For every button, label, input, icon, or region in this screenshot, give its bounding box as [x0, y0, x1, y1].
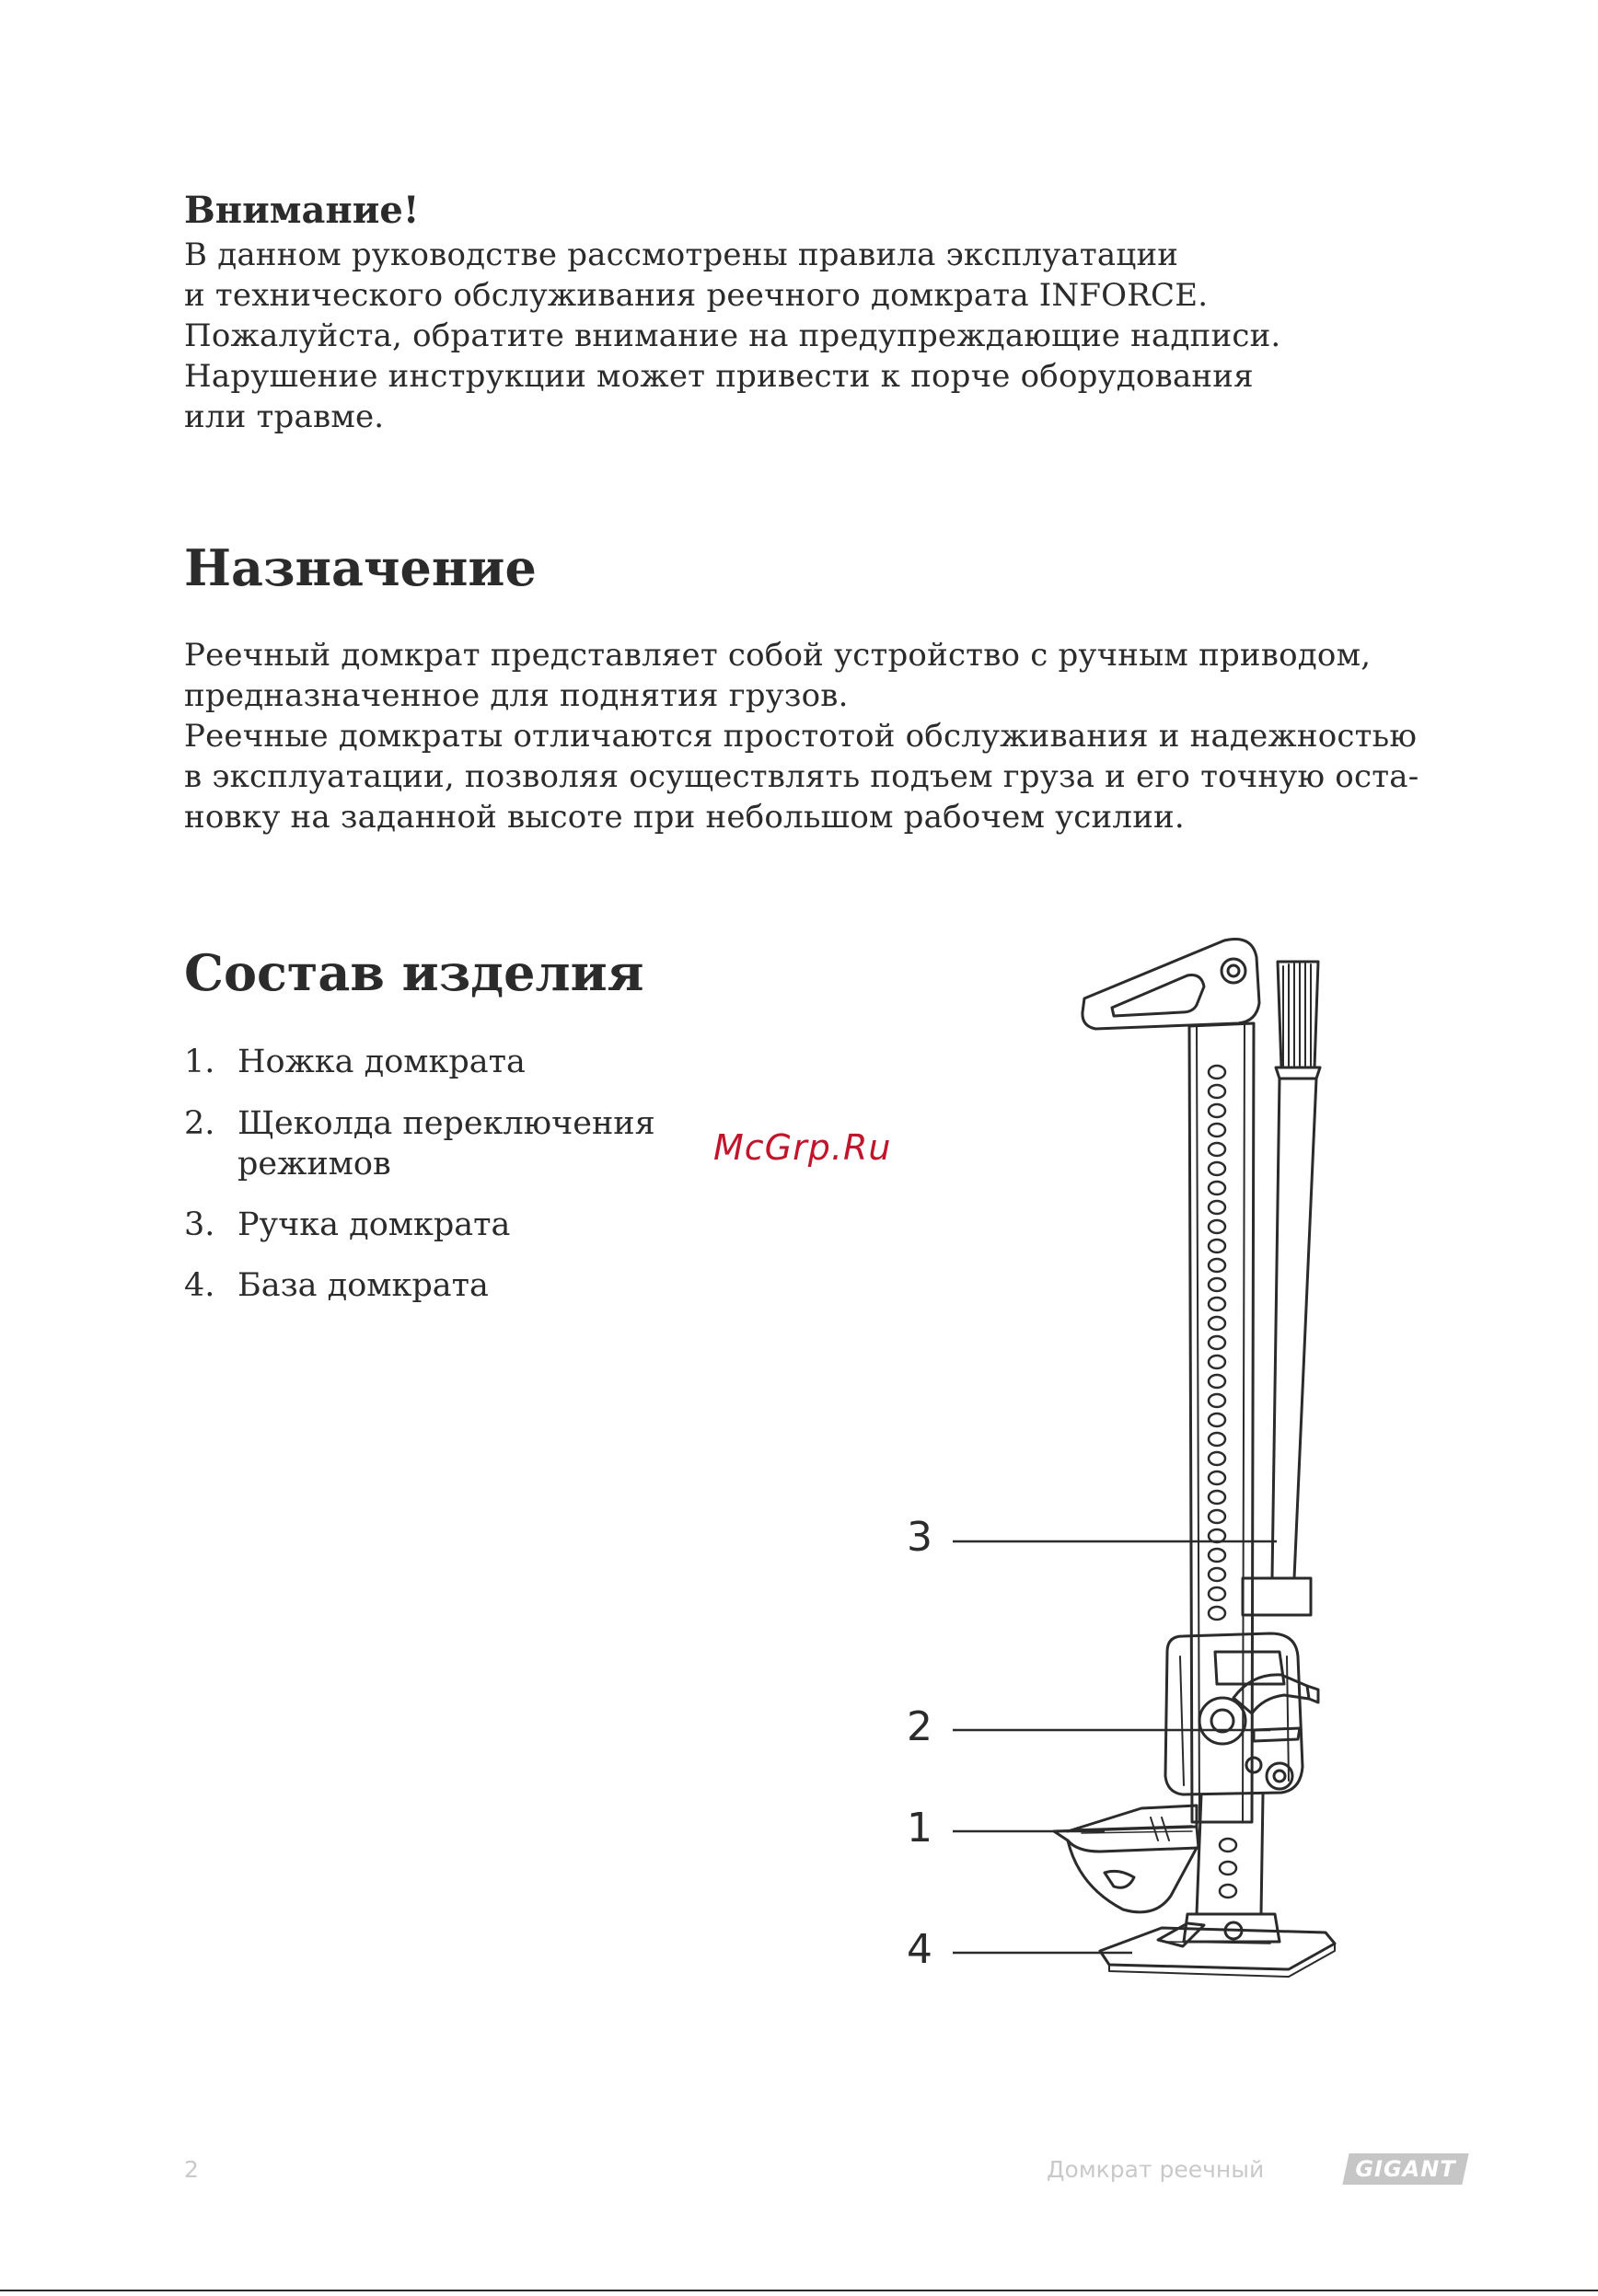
jack-head	[1083, 939, 1259, 1029]
warning-line: Нарушение инструкции может привести к порче оборудования	[184, 358, 1254, 395]
list-item-label: режимов	[237, 1146, 391, 1183]
warning-line: В данном руководстве рассмотрены правила эксплуатации	[184, 237, 1179, 273]
page-number: 2	[184, 2156, 199, 2183]
list-item-number: 2.	[184, 1105, 215, 1142]
rack-holes	[1209, 1066, 1236, 1898]
lower-body	[1184, 1794, 1280, 1942]
composition-heading: Состав изделия	[184, 943, 644, 1002]
list-item-label: База домкрата	[237, 1267, 489, 1304]
jack-illustration	[884, 920, 1362, 2025]
list-item-label: Щеколда переключения	[237, 1105, 655, 1142]
callout-lines	[953, 1541, 1277, 1953]
mechanism-housing	[1165, 1633, 1303, 1794]
warning-line: Пожалуйста, обратите внимание на предупреждающие надписи.	[184, 317, 1281, 354]
purpose-line: Реечный домкрат представляет собой устройство с ручным приводом,	[184, 637, 1372, 674]
jack-base	[1100, 1922, 1335, 1977]
list-item-label: Ножка домкрата	[237, 1044, 526, 1080]
purpose-line: новку на заданной высоте при небольшом рабочем усилии.	[184, 799, 1185, 836]
watermark: McGrp.Ru	[713, 1127, 892, 1168]
list-item-number: 3.	[184, 1206, 215, 1243]
callout-label-4: 4	[907, 1926, 932, 1973]
callout-label-1: 1	[907, 1805, 932, 1852]
purpose-line: Реечные домкраты отличаются простотой обслуживания и надежностью	[184, 718, 1418, 755]
foot-lever	[1054, 1806, 1198, 1912]
warning-line: или травме.	[184, 398, 385, 435]
footer-title: Домкрат реечный	[1047, 2156, 1265, 2183]
purpose-line: предназначенное для поднятия грузов.	[184, 677, 849, 714]
warning-title: Внимание!	[184, 189, 420, 232]
purpose-heading: Назначение	[184, 538, 537, 597]
list-item-number: 4.	[184, 1267, 215, 1304]
bottom-rule	[0, 2290, 1598, 2291]
brand-logo	[1342, 2153, 1468, 2185]
purpose-text	[184, 635, 1419, 837]
warning-text	[184, 235, 1280, 437]
list-item-number: 1.	[184, 1044, 215, 1080]
warning-line: и технического обслуживания реечного домкрата INFORCE.	[184, 277, 1209, 314]
list-item-label: Ручка домкрата	[237, 1206, 511, 1243]
callout-label-3: 3	[907, 1514, 932, 1561]
callout-label-2: 2	[907, 1703, 932, 1750]
brand-logo-text: GIGANT	[1355, 2156, 1456, 2182]
purpose-line: в эксплуатации, позволяя осуществлять подъем груза и его точную оста-	[184, 758, 1419, 795]
